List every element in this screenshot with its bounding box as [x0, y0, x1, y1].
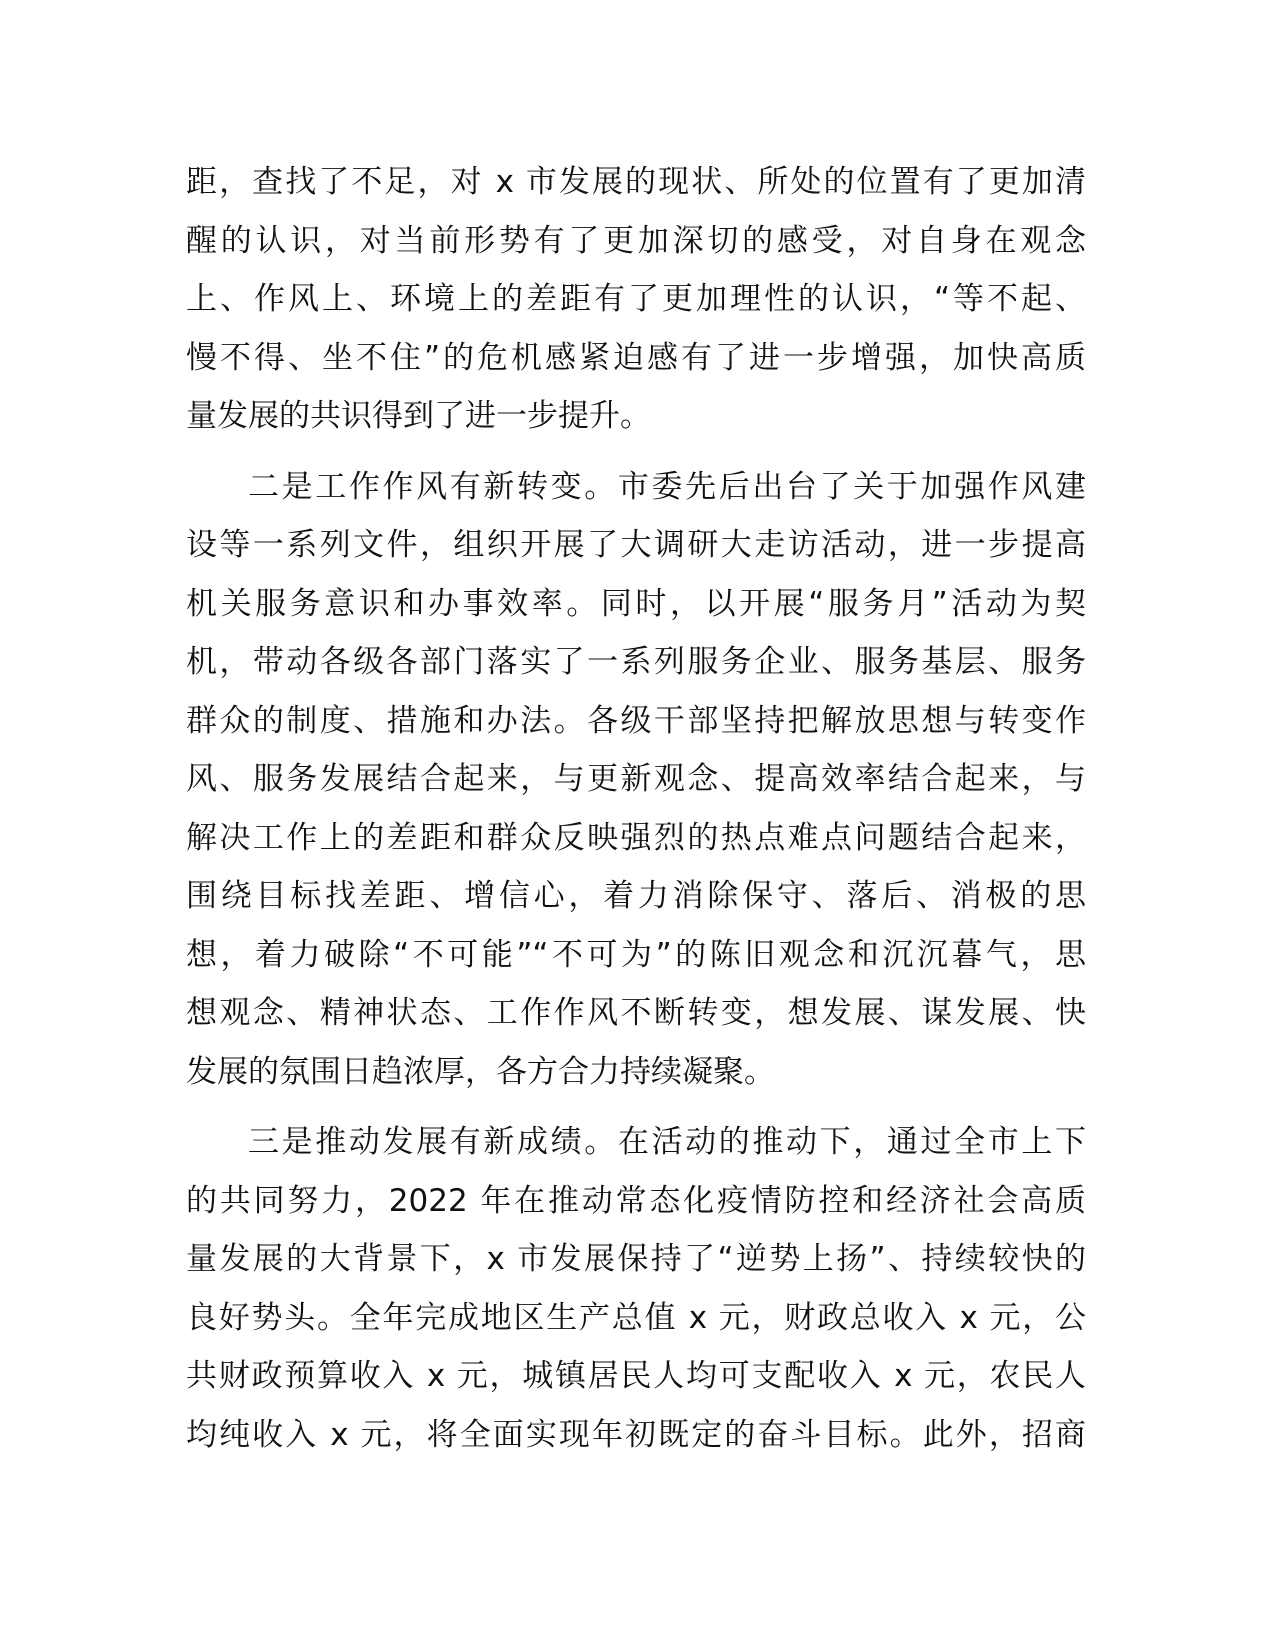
- text-line: 二是工作作风有新转变。市委先后出台了关于加强作风建: [248, 468, 1086, 505]
- text-line: 的共同努力，2022 年在推动常态化疫情防控和经济社会高质: [186, 1182, 1086, 1219]
- text-line: 良好势头。全年完成地区生产总值 x 元，财政总收入 x 元，公: [186, 1299, 1086, 1336]
- text-line: 机关服务意识和办事效率。同时，以开展“服务月”活动为契: [186, 585, 1086, 622]
- text-line: 群众的制度、措施和办法。各级干部坚持把解放思想与转变作: [186, 702, 1086, 739]
- text-line: 量发展的共识得到了进一步提升。: [186, 398, 651, 434]
- text-line: 距，查找了不足，对 x 市发展的现状、所处的位置有了更加清: [186, 164, 1086, 200]
- text-line: 机，带动各级各部门落实了一系列服务企业、服务基层、服务: [186, 644, 1086, 680]
- text-line: 想，着力破除“不可能”“不可为”的陈旧观念和沉沉暮气，思: [186, 936, 1086, 973]
- text-line: 围绕目标找差距、增信心，着力消除保守、落后、消极的思: [186, 878, 1086, 914]
- text-line: 风、服务发展结合起来，与更新观念、提高效率结合起来，与: [186, 761, 1086, 797]
- document-body: [186, 153, 1086, 1464]
- text-line: 解决工作上的差距和群众反映强烈的热点难点问题结合起来，: [186, 819, 1086, 856]
- text-line: 设等一系列文件，组织开展了大调研大走访活动，进一步提高: [186, 527, 1086, 563]
- text-line: 上、作风上、环境上的差距有了更加理性的认识，“等不起、: [186, 281, 1086, 317]
- text-line: 三是推动发展有新成绩。在活动的推动下，通过全市上下: [248, 1124, 1086, 1160]
- paragraph-spacer: [186, 446, 1086, 458]
- paragraph-spacer: [186, 1101, 1086, 1113]
- text-line: 发展的氛围日趋浓厚，各方合力持续凝聚。: [186, 1053, 775, 1090]
- text-line: 共财政预算收入 x 元，城镇居民人均可支配收入 x 元，农民人: [186, 1358, 1086, 1394]
- paragraph-1: [186, 153, 1086, 446]
- text-line: 慢不得、坐不住”的危机感紧迫感有了进一步增强，加快高质: [186, 339, 1086, 376]
- paragraph-3: [186, 1113, 1086, 1464]
- text-line: 想观念、精神状态、工作作风不断转变，想发展、谋发展、快: [186, 995, 1086, 1031]
- text-line: 量发展的大背景下，x 市发展保持了“逆势上扬”、持续较快的: [186, 1241, 1086, 1277]
- paragraph-2: [186, 458, 1086, 1102]
- text-line: 醒的认识，对当前形势有了更加深切的感受，对自身在观念: [186, 222, 1086, 259]
- text-line: 均纯收入 x 元，将全面实现年初既定的奋斗目标。此外，招商: [186, 1416, 1086, 1453]
